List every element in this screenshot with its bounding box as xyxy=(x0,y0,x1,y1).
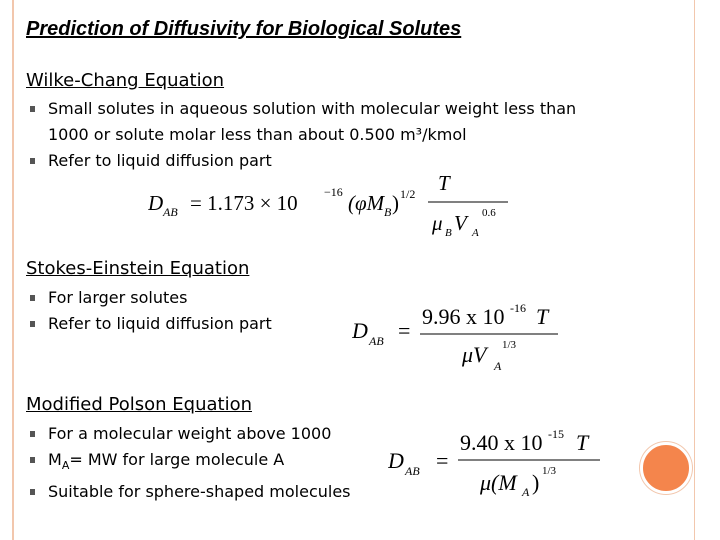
eq-den: μ(M xyxy=(480,470,517,495)
slide-right-border xyxy=(694,0,695,540)
eq-lhs-sub: AB xyxy=(369,334,384,348)
slide-title: Prediction of Diffusivity for Biological Solutes xyxy=(26,18,462,40)
list-item: Small solutes in aqueous solution with molecular weight less than xyxy=(26,96,626,122)
list-item: For a molecular weight above 1000 xyxy=(26,421,376,447)
eq-equals: = xyxy=(436,448,449,473)
eq-den-sub: A xyxy=(494,359,502,373)
eq-lhs: D xyxy=(148,191,164,215)
eq-paren-sub: B xyxy=(384,205,392,219)
decorative-circle xyxy=(640,442,692,494)
stokes-einstein-bullets xyxy=(26,285,346,337)
eq-paren-exp: 1/2 xyxy=(400,187,416,201)
eq-num-exp: -15 xyxy=(548,427,564,441)
eq-den-mu-sub: B xyxy=(445,227,452,238)
eq-coef: = 1.173 × 10 xyxy=(190,191,298,215)
eq-num-t: T xyxy=(536,304,549,329)
eq-den-exp: 0.6 xyxy=(482,207,496,219)
eq-den-exp: 1/3 xyxy=(542,465,557,477)
wilke-chang-bullets xyxy=(26,96,626,174)
eq-lhs-sub: AB xyxy=(405,464,420,478)
wilke-chang-equation xyxy=(148,168,528,238)
modified-polson-bullets xyxy=(26,421,376,505)
eq-den-exp: 1/3 xyxy=(502,339,517,351)
eq-exp: −16 xyxy=(324,185,343,199)
list-item: Refer to liquid diffusion part xyxy=(26,148,626,174)
eq-den-sub: A xyxy=(522,485,530,499)
eq-lhs: D xyxy=(388,448,404,473)
eq-paren: (φM xyxy=(348,191,385,215)
list-item: For larger solutes xyxy=(26,285,346,311)
eq-num-exp: -16 xyxy=(510,301,526,315)
eq-num: 9.40 x 10 xyxy=(460,430,543,455)
eq-num-t: T xyxy=(576,430,589,455)
eq-equals: = xyxy=(398,318,411,343)
list-item: Suitable for sphere-shaped molecules xyxy=(26,479,376,505)
slide-left-border xyxy=(12,0,14,540)
modified-polson-equation xyxy=(388,424,618,504)
section-heading-stokes-einstein: Stokes-Einstein Equation xyxy=(26,258,250,279)
section-heading-modified-polson: Modified Polson Equation xyxy=(26,394,252,415)
eq-paren-close: ) xyxy=(392,191,399,215)
eq-den-close: ) xyxy=(532,470,540,495)
list-item: $M_A=$ MW for large molecule A xyxy=(26,447,376,479)
eq-num: T xyxy=(438,171,450,195)
eq-den-v-sub: A xyxy=(472,227,479,238)
eq-den-mu: μ xyxy=(432,211,443,235)
stokes-einstein-equation xyxy=(352,296,582,376)
list-item: 1000 or solute molar less than about 0.500 m³/kmol xyxy=(48,125,467,144)
eq-num: 9.96 x 10 xyxy=(422,304,505,329)
section-heading-wilke-chang: Wilke-Chang Equation xyxy=(26,70,225,91)
eq-den: μV xyxy=(462,342,487,367)
eq-den-v: V xyxy=(454,211,467,235)
eq-lhs-sub: AB xyxy=(163,205,178,219)
list-item: Refer to liquid diffusion part xyxy=(26,311,346,337)
eq-lhs: D xyxy=(352,318,368,343)
